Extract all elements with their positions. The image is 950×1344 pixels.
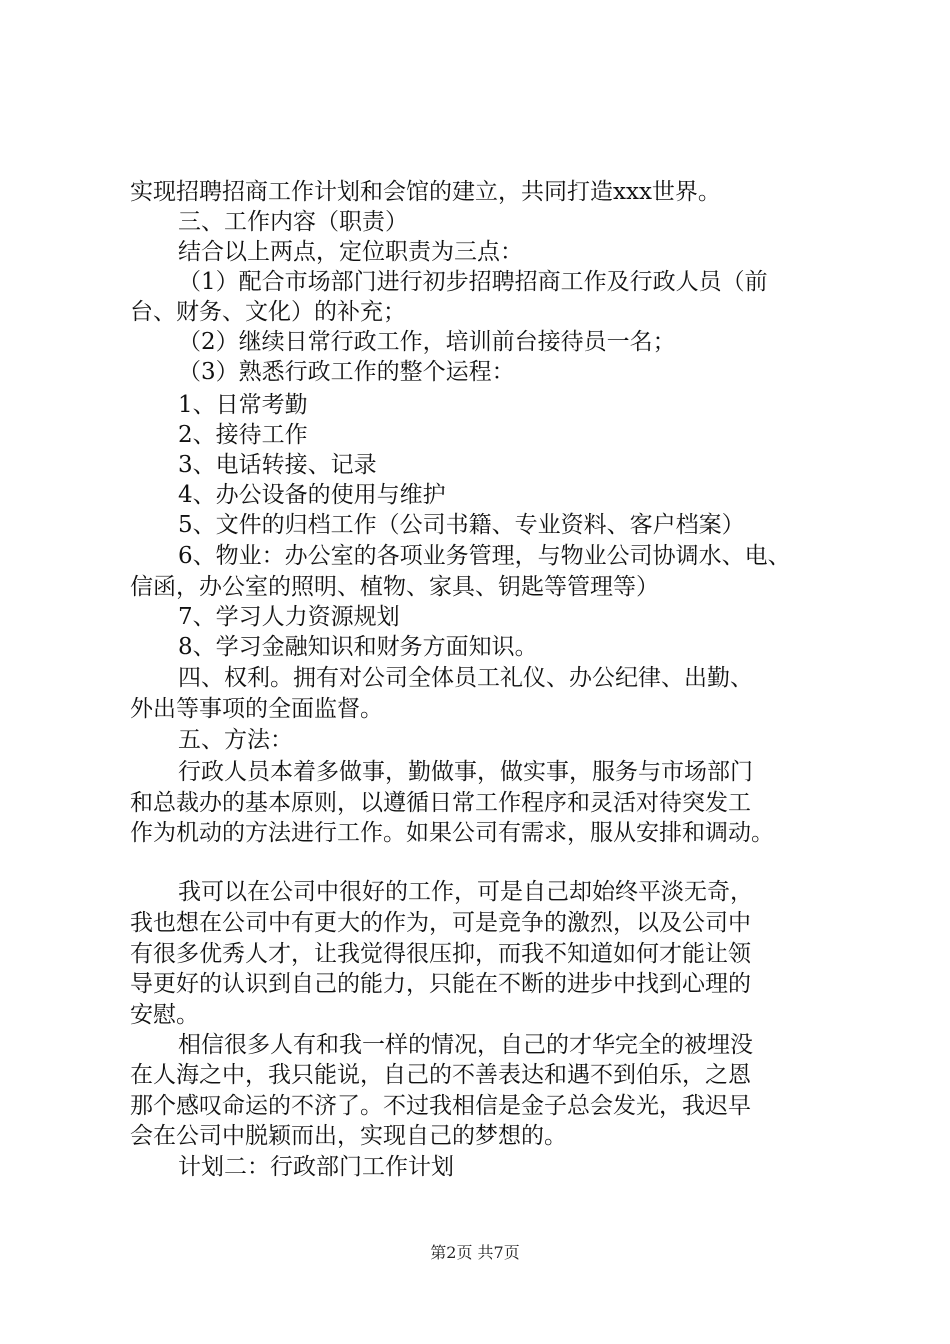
text-line: 相信很多人有和我一样的情况，自己的才华完全的被埋没 — [178, 1032, 753, 1058]
list-item: 7、学习人力资源规划 — [178, 604, 400, 630]
text-line: （3）熟悉行政工作的整个运程： — [178, 359, 515, 385]
text-line: 在人海之中，我只能说，自己的不善表达和遇不到伯乐，之恩 — [130, 1062, 751, 1088]
page-footer: 第2页 共7页 — [430, 1243, 520, 1262]
list-item: 5、文件的归档工作（公司书籍、专业资料、客户档案） — [178, 512, 745, 538]
text-line: （1）配合市场部门进行初步招聘招商工作及行政人员（前 — [178, 269, 768, 295]
list-item: 6、物业：办公室的各项业务管理，与物业公司协调水、电、 — [178, 543, 791, 569]
text-line: 我可以在公司中很好的工作，可是自己却始终平淡无奇， — [178, 879, 753, 905]
text-line: 台、财务、文化）的补充； — [130, 299, 406, 325]
list-item: 4、办公设备的使用与维护 — [178, 482, 446, 508]
text-line: 安慰。 — [130, 1002, 199, 1028]
list-item: 2、接待工作 — [178, 422, 308, 448]
list-item: 1、日常考勤 — [178, 392, 308, 418]
text-line: 外出等事项的全面监督。 — [130, 696, 383, 722]
text-line: （2）继续日常行政工作，培训前台接待员一名； — [178, 329, 676, 355]
text-line: 导更好的认识到自己的能力，只能在不断的进步中找到心理的 — [130, 971, 751, 997]
text-line: 会在公司中脱颖而出，实现自己的梦想的。 — [130, 1123, 567, 1149]
text-line: 实现招聘招商工作计划和会馆的建立，共同打造xxx世界。 — [130, 179, 721, 205]
text-line: 和总裁办的基本原则，以遵循日常工作程序和灵活对待突发工 — [130, 790, 751, 816]
list-item: 8、学习金融知识和财务方面知识。 — [178, 634, 538, 660]
text-line: 信函，办公室的照明、植物、家具、钥匙等管理等） — [130, 574, 659, 600]
text-line: 结合以上两点，定位职责为三点： — [178, 239, 523, 265]
text-line: 我也想在公司中有更大的作为，可是竞争的激烈，以及公司中 — [130, 910, 751, 936]
section-heading: 计划二：行政部门工作计划 — [178, 1154, 454, 1180]
section-heading: 三、工作内容（职责） — [178, 209, 408, 235]
text-line: 作为机动的方法进行工作。如果公司有需求，服从安排和调动。 — [130, 820, 774, 846]
text-line: 有很多优秀人才，让我觉得很压抑，而我不知道如何才能让领 — [130, 941, 751, 967]
text-line: 那个感叹命运的不济了。不过我相信是金子总会发光，我迟早 — [130, 1093, 751, 1119]
list-item: 3、电话转接、记录 — [178, 452, 377, 478]
section-heading: 四、权利。拥有对公司全体员工礼仪、办公纪律、出勤、 — [178, 665, 753, 691]
section-heading: 五、方法： — [178, 727, 293, 753]
text-line: 行政人员本着多做事，勤做事，做实事，服务与市场部门 — [178, 759, 753, 785]
